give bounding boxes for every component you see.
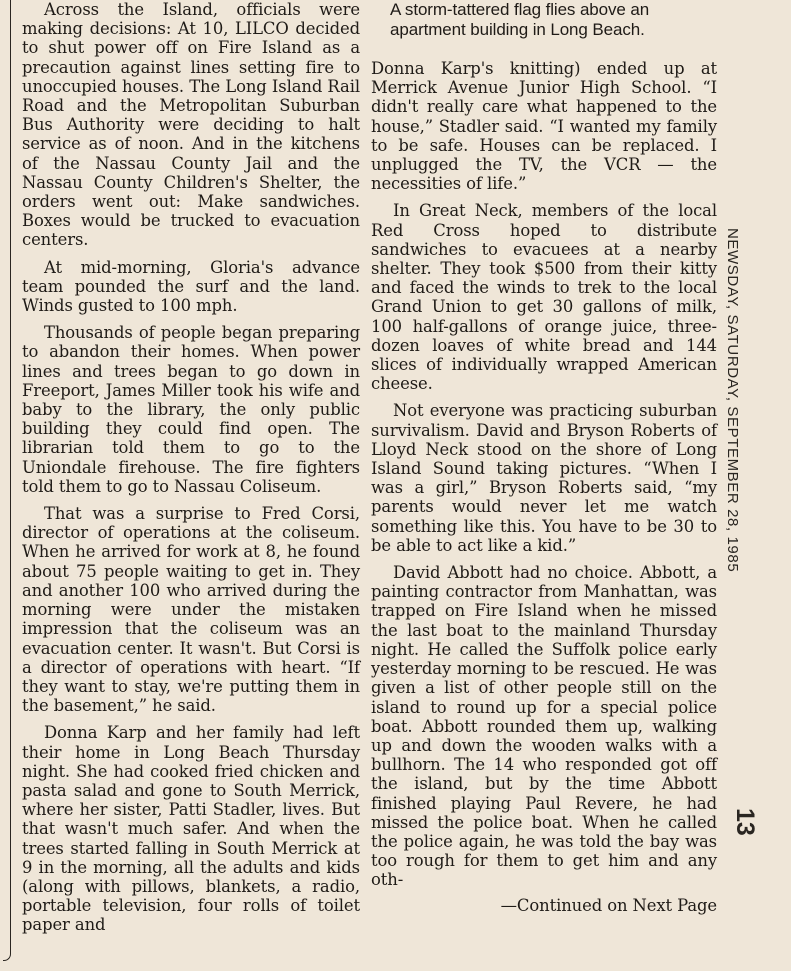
paragraph: David Abbott had no choice. Abbott, a painting contractor from Manhattan, was trapped on Fire Island when he missed the last boat to the mainland Thursday night. He called the Suffolk police early yesterday morning to be rescued. He was given a list of other people still on the island to round up for a special police boat. Abbott rounded them up, walking up and down the wooden walks with a bullhorn. The 14 who responded got off the island, but by the time Abbott finished playing Paul Revere, he had missed the police boat. When he called the police again, he was told the bay was too rough for them to get him and any oth- [371, 563, 717, 890]
masthead-dateline: NEWSDAY, SATURDAY, SEPTEMBER 28, 1985 [724, 228, 741, 573]
paragraph: Across the Island, officials were making decisions: At 10, LILCO decided to shut power off on Fire Island as a precaution against lines setting fire to unoccupied houses. The Long Island Rail Road and the Metropolitan Suburban Bus Authority were deciding to halt service as of noon. And in the kitchens of the Nassau County Jail and the Nassau County Children's Shelter, the orders went out: Make sandwiches. Boxes would be trucked to evacuation centers. [22, 0, 360, 250]
page-number: 13 [731, 808, 759, 836]
paragraph: Thousands of people began preparing to abandon their homes. When power lines and trees began to go down in Freeport, James Miller took his wife and baby to the library, the only public building they could find open. The librarian told them to go to the Uniondale firehouse. The fire fighters told them to go to Nassau Coliseum. [22, 323, 360, 496]
paragraph-continuation: Donna Karp's knitting) ended up at Merrick Avenue Junior High School. “I didn't really care what happened to the house,” Stadler said. “I wanted my family to be safe. Houses can be replaced. I unplugged the TV, the VCR — the necessities of life.” [371, 59, 717, 194]
paragraph: Donna Karp and her family had left their home in Long Beach Thursday night. She had cooked fried chicken and pasta salad and gone to South Merrick, where her sister, Patti Stadler, lives. But that wasn't much safer. And when the trees started falling in South Merrick at 9 in the morning, all the adults and kids (along with pillows, blankets, a radio, portable television, four rolls of toilet paper and [22, 723, 360, 935]
paragraph: That was a surprise to Fred Corsi, director of operations at the coliseum. When he arrived for work at 8, he found about 75 people waiting to get in. They and another 100 who arrived during the morning were under the mistaken impression that the coliseum was an evacuation center. It wasn't. But Corsi is a director of operations with heart. “If they want to stay, we're putting them in the basement,” he said. [22, 504, 360, 716]
left-column [22, 0, 360, 943]
clipping-edge-border [3, 0, 11, 961]
paragraph: Not everyone was practicing suburban survivalism. David and Bryson Roberts of Lloyd Neck stood on the shore of Long Island Sound taking pictures. “When I was a girl,” Bryson Roberts said, “my parents would never let me watch something like this. You have to be 30 to be able to act like a kid.” [371, 401, 717, 555]
photo-caption: A storm-tattered flag flies above an apartment building in Long Beach. [390, 0, 650, 39]
right-column [371, 0, 717, 923]
paragraph: At mid-morning, Gloria's advance team pounded the surf and the land. Winds gusted to 100 mph. [22, 257, 360, 316]
paragraph: In Great Neck, members of the local Red Cross hoped to distribute sandwiches to evacuees at a nearby shelter. They took $500 from their kitty and faced the winds to trek to the local Grand Union to get 30 gallons of milk, 100 half-gallons of orange juice, three-dozen loaves of white bread and 144 slices of individually wrapped American cheese. [371, 201, 717, 394]
continued-on-next-page: —Continued on Next Page [500, 895, 717, 915]
